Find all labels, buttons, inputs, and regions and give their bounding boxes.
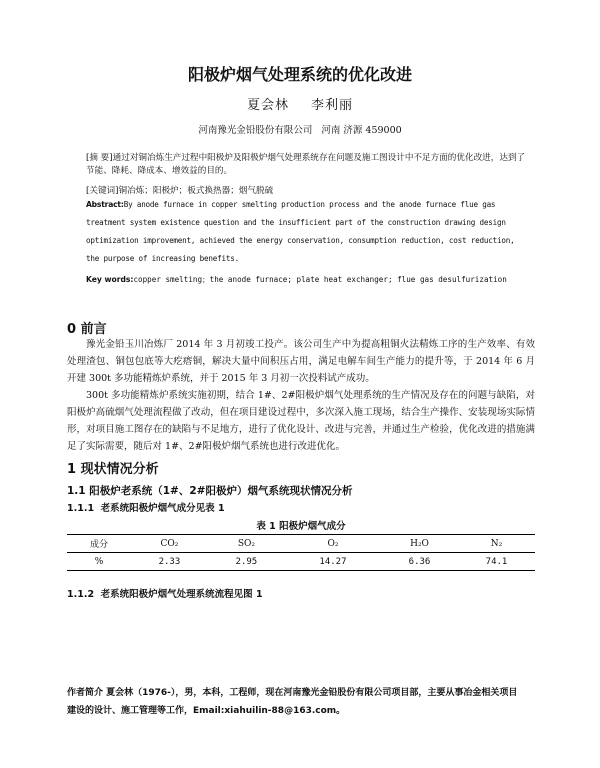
table-header-row [67,535,535,553]
table-cell: 2.33 [158,556,181,567]
paper-title: 阳极炉烟气处理系统的优化改进 [187,65,412,84]
gas-composition-table [67,534,535,571]
table-cell: % [94,556,104,567]
section-heading-1-1: 1.1 阳极炉老系统（1#、2#阳极炉）烟气系统现状情况分析 [67,485,353,497]
table-header-cell: CO₂ [160,538,179,549]
section-heading-1-1-2: 1.1.2 老系统阳极炉烟气处理系统流程见图 1 [67,589,263,600]
table-header-cell: SO₂ [237,538,255,549]
abstract-en-label: Abstract: [86,200,124,209]
keywords-cn-text: 铜冶炼；阳极炉；板式换热器；烟气脱硫 [118,186,274,196]
abstract-en [86,196,518,268]
table-header-cell: N₂ [490,538,503,549]
table-cell: 6.36 [408,556,431,567]
footnote-line: 建设的设计、施工管理等工作，Email:xiahuilin-88@163.com。 [67,706,346,716]
keywords-cn [86,184,526,196]
table-caption: 表 1 阳极炉烟气成分 [256,521,346,532]
author-name: 李利丽 [311,98,354,113]
table-row [67,553,535,571]
abstract-cn [86,152,526,178]
table-header-cell: 成分 [89,540,108,550]
section-heading-0: 0 前言 [67,322,107,337]
keywords-en-label: Key words: [86,275,134,284]
keywords-en [86,274,526,285]
author-name: 夏会林 [246,98,289,113]
section-heading-1-1-1: 1.1.1 老系统阳极炉烟气成分见表 1 [67,503,225,514]
abstract-cn-text: 通过对铜冶炼生产过程中阳极炉及阳极炉烟气处理系统存在问题及施工图设计中不足方面的优化改进，达到了节能、降耗、降成本、增效益的目的。 [86,153,526,176]
section-0-paragraph-1: 豫光金铅玉川冶炼厂 2014 年 3 月初竣工投产。该公司生产中为提高粗铜火法精炼工序的生产效率、有效处理渣包、铜包包底等大疙瘩铜，解决大量中间积压占用，满足电解车间生产能力的提升等，于 2014 年 6 月开建 300t 多功能精炼炉系统，并于 2015 年 3 月初一次投料试产成功。 [67,339,535,384]
abstract-en-text: By anode furnace in copper smelting production process and the anode furnace flue gas treatment system existence question and the insufficient part of the construction drawing design optimization improvement, achieved the energy conservation, consumption reduction, cost reduction, the purpose of increasing benefits. [86,200,515,263]
abstract-cn-label: [摘 要] [86,153,113,163]
affiliation: 河南豫光金铅股份有限公司 河南 济源 459000 [198,125,402,136]
section-heading-1: 1 现状情况分析 [67,462,159,477]
table-header-cell: O₂ [327,538,339,549]
table-cell: 2.95 [235,556,258,567]
table-header-cell: H₂O [410,538,429,549]
table-cell: 14.27 [319,556,347,567]
author-list [0,94,600,113]
keywords-en-text: copper smelting；the anode furnace; plate heat exchanger; flue gas desulfurization [133,275,507,284]
footnote-line: 作者简介 夏会林（1976-），男，本科，工程师，现在河南豫光金铅股份有限公司项目部，主要从事冶金相关项目 [67,688,518,698]
table-cell: 74.1 [485,556,508,567]
section-0-paragraph-2: 300t 多功能精炼炉系统实施初期，结合 1#、2#阳极炉烟气处理系统的生产情况及存在的问题与缺陷，对阳极炉高硫烟气处理流程做了改动，但在项目建设过程中，多次深入施工现场，结合生产操作、安装现场实际情形，对项目施工图存在的缺陷与不足地方，进行了优化设计、改进与完善，并通过生产检验，优化改进的措施满足了实际需要，随后对 1#、2#阳极炉烟气系统也进行改进优化。 [67,390,535,452]
author-footnote [67,684,535,720]
keywords-cn-label: [关键词] [86,186,119,196]
